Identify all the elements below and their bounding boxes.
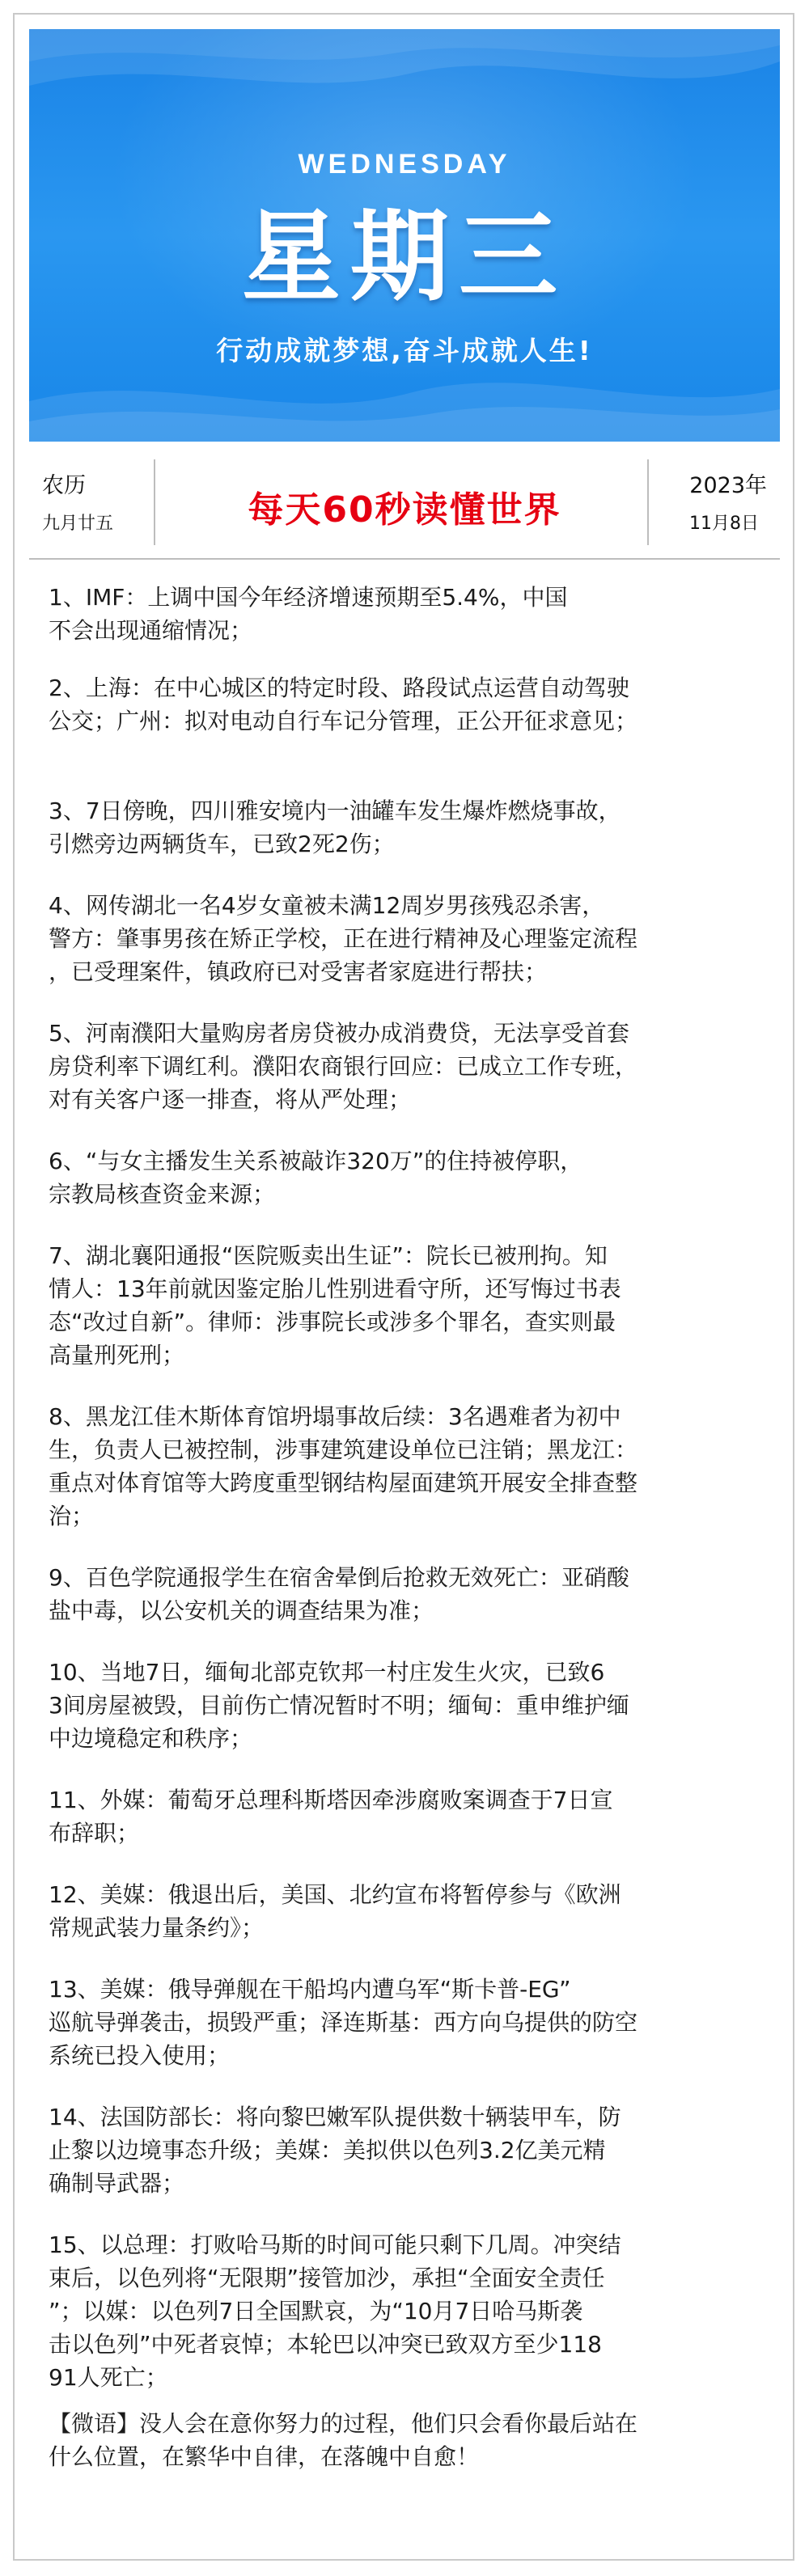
- news-line: 击以色列”中死者哀悼；本轮巴以冲突已致双方至少118: [49, 2331, 602, 2358]
- news-line: 3、7日傍晚，四川雅安境内一油罐车发生爆炸燃烧事故，: [49, 797, 621, 824]
- top-wave-decoration: [29, 29, 780, 150]
- news-line: 布辞职；: [49, 1820, 140, 1846]
- news-line: 中边境稳定和秩序；: [49, 1725, 253, 1752]
- page-headline: 每天60秒读懂世界: [248, 489, 561, 531]
- news-line: ”；以媒：以色列7日全国默哀，为“10月7日哈马斯袭: [49, 2298, 583, 2324]
- news-line: 止黎以边境事态升级；美媒：美拟供以色列3.2亿美元精: [49, 2137, 606, 2164]
- news-line: 12、美媒：俄退出后，美国、北约宣布将暂停参与《欧洲: [49, 1881, 621, 1908]
- news-item: [49, 1239, 760, 1372]
- news-line: 13、美媒：俄导弹舰在干船坞内遭乌军“斯卡普-EG”: [49, 1976, 571, 2003]
- quote-line: 【微语】没人会在意你努力的过程，他们只会看你最后站在: [49, 2410, 638, 2437]
- news-line: 房贷利率下调红利。濮阳农商银行回应：已成立工作专班，: [49, 1053, 638, 1080]
- news-line: 6、“与女主播发生关系被敲诈320万”的住持被停职，: [49, 1148, 583, 1174]
- news-line: ，已受理案件，镇政府已对受害者家庭进行帮扶；: [49, 958, 548, 985]
- news-item: [49, 889, 760, 988]
- motto: 行动成就梦想,奋斗成就人生!: [216, 335, 593, 366]
- news-item: [49, 2100, 760, 2200]
- divider: [647, 459, 649, 545]
- news-item: [49, 671, 760, 738]
- daily-quote: [49, 2407, 769, 2473]
- news-item: [49, 794, 760, 861]
- news-line: 情人：13年前就因鉴定胎儿性别进看守所，还写悔过书表: [49, 1275, 621, 1302]
- news-line: 不会出现通缩情况；: [49, 617, 253, 644]
- news-item: [49, 1400, 760, 1533]
- weekday-chinese: 星期三: [242, 200, 567, 315]
- news-line: 系统已投入使用；: [49, 2042, 231, 2069]
- news-line: 态“改过自新”。律师：涉事院长或涉多个罪名，查实则最: [49, 1309, 616, 1335]
- news-line: 9、百色学院通报学生在宿舍晕倒后抢救无效死亡：亚硝酸: [49, 1564, 629, 1591]
- news-line: 宗教局核查资金来源；: [49, 1181, 276, 1208]
- news-item: [49, 1973, 760, 2072]
- news-item: [49, 1144, 760, 1211]
- news-item: [49, 1878, 760, 1944]
- weekday-english: WEDNESDAY: [298, 149, 511, 180]
- news-item: [49, 1656, 760, 1755]
- weekday-banner: [29, 29, 780, 442]
- lunar-date: 九月廿五: [42, 514, 114, 534]
- lunar-calendar-label: 农历: [42, 473, 86, 498]
- news-line: 11、外媒：葡萄牙总理科斯塔因牵涉腐败案调查于7日宣: [49, 1787, 613, 1813]
- news-line: 5、河南濮阳大量购房者房贷被办成消费贷，无法享受首套: [49, 1020, 629, 1047]
- month-day: 11月8日: [689, 514, 759, 534]
- news-line: 引燃旁边两辆货车，已致2死2伤；: [49, 831, 395, 857]
- news-line: 14、法国防部长：将向黎巴嫩军队提供数十辆装甲车，防: [49, 2104, 621, 2130]
- news-line: 1、IMF：上调中国今年经济增速预期至5.4%，中国: [49, 584, 568, 611]
- news-line: 4、网传湖北一名4岁女童被未满12周岁男孩残忍杀害，: [49, 892, 605, 919]
- news-line: 巡航导弹袭击，损毁严重；泽连斯基：西方向乌提供的防空: [49, 2009, 638, 2036]
- quote-line: 什么位置，在繁华中自律，在落魄中自愈！: [49, 2443, 480, 2470]
- news-item: [49, 1561, 760, 1627]
- news-line: 7、湖北襄阳通报“医院贩卖出生证”：院长已被刑拘。知: [49, 1242, 608, 1269]
- news-line: 重点对体育馆等大跨度重型钢结构屋面建筑开展安全排查整: [49, 1470, 638, 1496]
- news-item: [49, 1017, 760, 1116]
- news-line: 3间房屋被毁，目前伤亡情况暂时不明；缅甸：重申维护缅: [49, 1692, 629, 1719]
- news-line: 常规武装力量条约》；: [49, 1914, 265, 1941]
- divider: [29, 558, 780, 560]
- news-line: 91人死亡；: [49, 2364, 168, 2391]
- news-line: 生，负责人已被控制，涉事建筑建设单位已注销；黑龙江：: [49, 1436, 638, 1463]
- news-line: 确制导武器；: [49, 2170, 185, 2197]
- news-line: 10、当地7日，缅甸北部克钦邦一村庄发生火灾，已致6: [49, 1659, 605, 1686]
- news-line: 15、以总理：打败哈马斯的时间可能只剩下几周。冲突结: [49, 2231, 621, 2258]
- news-line: 公交；广州：拟对电动自行车记分管理，正公开征求意见；: [49, 708, 638, 734]
- news-list: [49, 581, 760, 2394]
- news-line: 警方：肇事男孩在矫正学校，正在进行精神及心理鉴定流程: [49, 925, 638, 952]
- news-item: [49, 2228, 760, 2394]
- news-line: 束后，以色列将“无限期”接管加沙，承担“全面安全责任: [49, 2265, 605, 2291]
- year: 2023年: [689, 473, 767, 498]
- news-line: 对有关客户逐一排查，将从严处理；: [49, 1086, 412, 1113]
- news-item: [49, 1783, 760, 1850]
- news-line: 盐中毒，以公安机关的调查结果为准；: [49, 1597, 434, 1624]
- news-item: [49, 581, 760, 647]
- news-line: 8、黑龙江佳木斯体育馆坍塌事故后续：3名遇难者为初中: [49, 1403, 621, 1430]
- news-line: 高量刑死刑；: [49, 1342, 185, 1368]
- news-line: 治；: [49, 1503, 95, 1529]
- news-line: 2、上海：在中心城区的特定时段、路段试点运营自动驾驶: [49, 675, 629, 701]
